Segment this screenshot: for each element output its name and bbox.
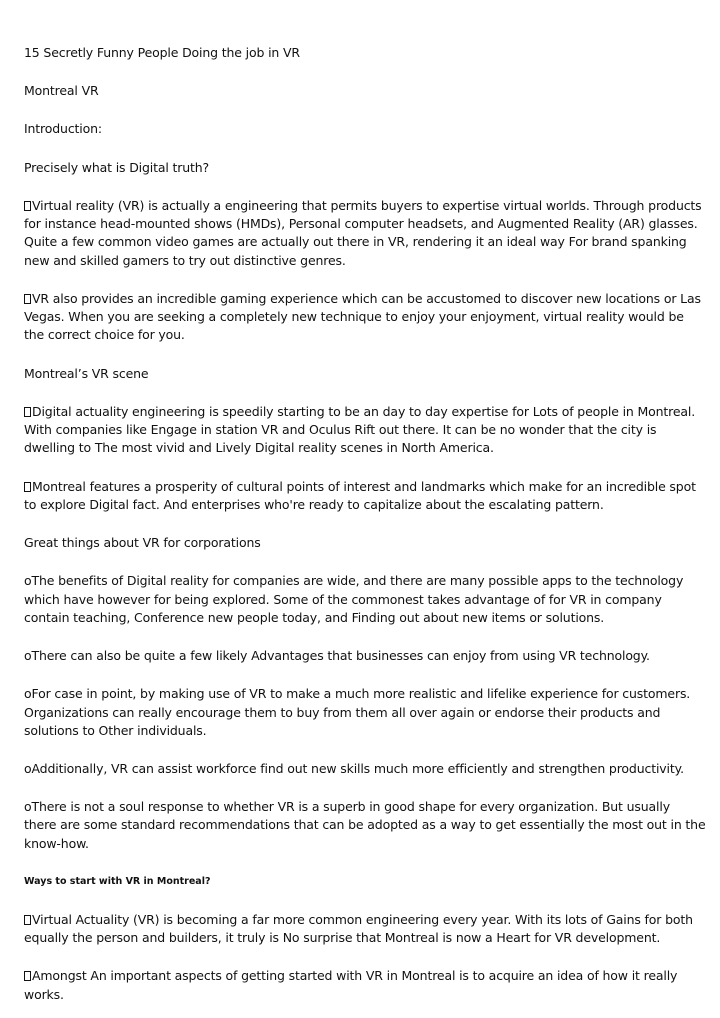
paragraph-3 <box>24 403 706 458</box>
missing-glyph-icon <box>24 294 31 304</box>
start-heading: Ways to start with VR in Montreal? <box>24 875 211 887</box>
bullet-item-2-text: There can also be quite a few likely Advantages that businesses can enjoy from using VR technology. <box>31 648 650 664</box>
bullet-marker: o <box>24 648 32 664</box>
missing-glyph-icon <box>24 971 31 981</box>
bullet-item-2 <box>24 647 706 665</box>
paragraph-3-text: Digital actuality engineering is speedily starting to be an day to day expertise for Lots of people in Montreal. With companies like Engage in station VR and Oculus Rift out there. It can be no wonder that the city is dwelling to The most vivid and Lively Digital reality scenes in North America. <box>24 403 696 456</box>
bullet-item-4 <box>24 760 706 778</box>
missing-glyph-icon <box>24 201 31 211</box>
missing-glyph-icon <box>24 407 31 417</box>
paragraph-5-text: Virtual Actuality (VR) is becoming a far more common engineering every year. With its lots of Gains for both equally the person and builders, it truly is No surprise that Montreal is now a Heart for VR development. <box>24 911 693 946</box>
corporations-heading: Great things about VR for corporations <box>24 535 261 551</box>
bullet-marker: o <box>24 573 32 589</box>
document-subtitle: Montreal VR <box>24 83 99 99</box>
paragraph-6-text: Amongst An important aspects of getting started with VR in Montreal is to acquire an idea of how it really works. <box>24 968 678 1002</box>
bullet-marker: o <box>24 761 32 776</box>
bullet-item-5-text: There is not a soul response to whether VR is a superb in good shape for every organization. But usually there are some standard recommendations that can be adopted as a way to get essentially the most out in the know-how. <box>24 799 706 851</box>
bullet-item-4-text: Additionally, VR can assist workforce find out new skills much more efficiently and strengthen productivity. <box>31 761 684 776</box>
bullet-item-3-text: For case in point, by making use of VR to make a much more realistic and lifelike experience for customers. Organizations can really encourage them to buy from them all over again or endorse their products and solutions to Other individuals. <box>24 686 691 738</box>
paragraph-4 <box>24 478 706 515</box>
paragraph-4-text: Montreal features a prosperity of cultural points of interest and landmarks which make for an incredible spot to explore Digital fact. And enterprises who're ready to capitalize about the escalating pattern. <box>24 478 696 512</box>
introduction-label: Introduction: <box>24 121 102 137</box>
question-heading: Precisely what is Digital truth? <box>24 159 210 175</box>
paragraph-6 <box>24 967 706 1004</box>
paragraph-1-text: Virtual reality (VR) is actually a engineering that permits buyers to expertise virtual worlds. Through products for instance head-mounted shows (HMDs), Personal computer headsets, and Augmented Reality (AR) glasses. Quite a few common video games are actually out there in VR, rendering it an ideal way For brand spanking new and skilled gamers to try out distinctive genres. <box>24 197 702 268</box>
paragraph-2-text: VR also provides an incredible gaming experience which can be accustomed to discover new locations or Las Vegas. When you are seeking a completely new technique to enjoy your enjoyment, virtual reality would be the correct choice for you. <box>24 290 701 343</box>
bullet-marker: o <box>24 686 32 702</box>
missing-glyph-icon <box>24 915 31 925</box>
scene-heading: Montreal’s VR scene <box>24 365 149 381</box>
bullet-item-1-text: The benefits of Digital reality for companies are wide, and there are many possible apps to the technology which have however for being explored. Some of the commonest takes advantage of for VR in company contain teaching, Conference new people today, and Finding out about new items or solutions. <box>24 573 684 625</box>
bullet-item-3 <box>24 685 706 740</box>
document-title: 15 Secretly Funny People Doing the job in VR <box>24 45 300 60</box>
paragraph-2 <box>24 290 706 345</box>
bullet-marker: o <box>24 799 32 815</box>
missing-glyph-icon <box>24 482 31 492</box>
bullet-item-5 <box>24 798 706 853</box>
paragraph-1 <box>24 197 706 270</box>
bullet-item-1 <box>24 572 706 627</box>
paragraph-5 <box>24 911 706 948</box>
